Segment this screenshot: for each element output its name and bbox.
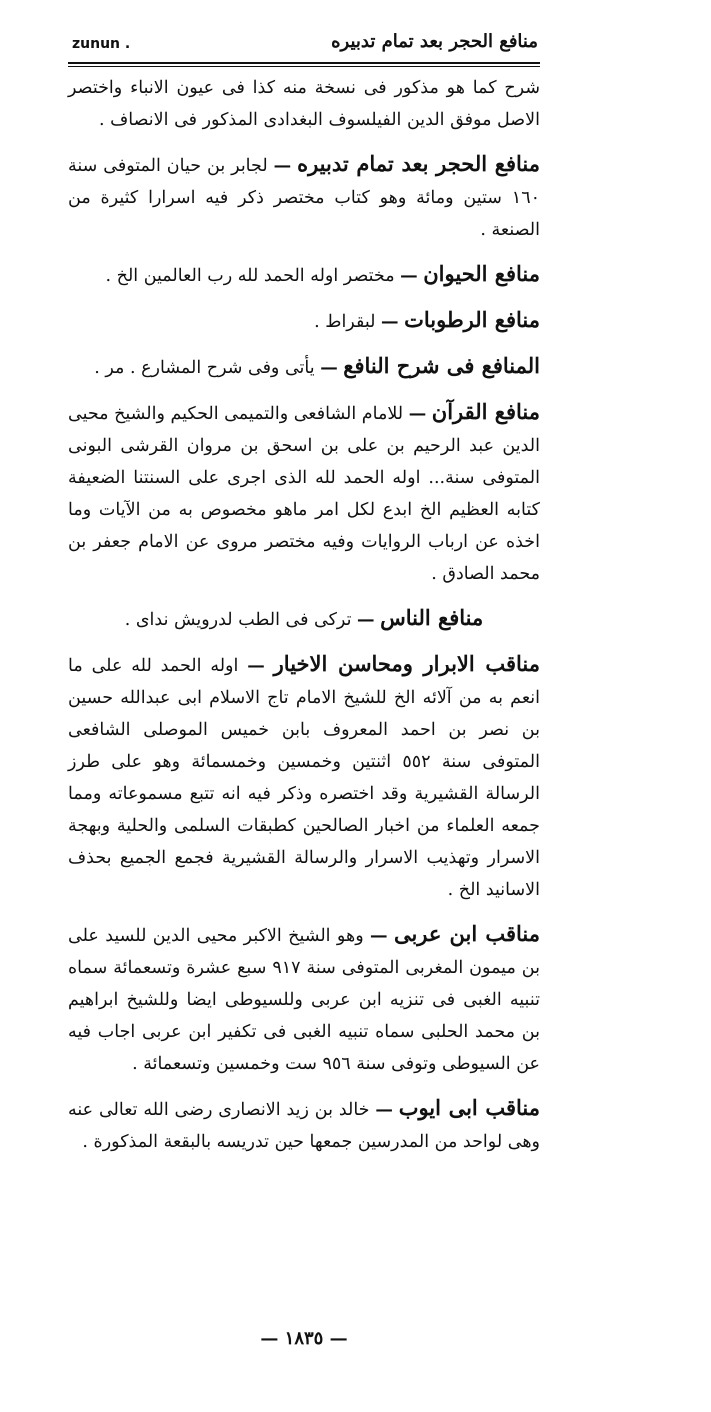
header-rule (68, 62, 540, 64)
running-head-label: zunun . (72, 36, 131, 52)
entry-manafi-al-rutubat (68, 304, 540, 338)
entry-body: خالد بن زيد الانصارى رضى الله تعالى عنه وهى لواحد من المدرسين جمعها حين تدريسه بالبقعة المذكورة . (68, 1100, 540, 1152)
entry-manafi-al-hayawan (68, 258, 540, 292)
entry-body: لجابر بن حيان المتوفى سنة ١٦٠ ستين ومائة وهو كتاب مختصر ذكر فيه اسرارا كثيرة من الصنعة . (68, 156, 540, 240)
entry-body: اوله الحمد لله على ما انعم به من آلائه الخ للشيخ الامام تاج الاسلام ابى عبدالله حسين بن نصر بن احمد المعروف بابن خميس الموصلى الشافعى المتوفى سنة ٥٥٢ اثنتين وخمسين وخمسمائة وهو على طرز الرسالة القشيرية وقد اختصره وذكر فيه انه تتبع مسموعاته ومما جمعه العلماء من اخبار الصالحين كطبقات السلمى والحلية وبهجة الاسرار وتهذيب الاسرار والرسالة القشيرية فجمع الجميع بحذف الاسانيد الخ . (68, 656, 540, 900)
entry-manaqib-ibn-arabi (68, 918, 540, 1080)
entry-separator: — (320, 358, 338, 378)
entry-body: للامام الشافعى والتميمى الحكيم والشيخ محيى الدين عبد الرحيم بن على بن اسحق بن مروان القرشى البونى المتوفى سنة... اوله الحمد لله الذى اجرى على السنتنا الضعيفة كتابه العظيم الخ ابدع لكل امر ماهو مخصوص به من الآيات وما اخذه عن ارباب الروايات وفيه مختصر مروى عن الامام جعفر بن محمد الصادق . (67, 404, 540, 584)
entry-separator: — (273, 156, 292, 176)
entry-heading: منافع القرآن (431, 399, 540, 424)
page-number: — ١٨٣٥ — (260, 1328, 348, 1349)
entry-manaqib-abi-ayyub (68, 1092, 540, 1158)
entry-heading: منافع الرطوبات (404, 307, 540, 332)
entry-al-manafi-fi-sharh-al-nafi (68, 350, 540, 384)
running-head-title: منافع الحجر بعد تمام تدبيره (331, 31, 538, 52)
entry-separator: — (247, 656, 265, 676)
entry-manafi-al-nas (68, 602, 540, 636)
entry-separator: — (375, 1100, 393, 1120)
entry-heading: منافع الناس (380, 605, 484, 630)
entry-heading: مناقب ابن عربى (393, 921, 540, 946)
entry-manaqib-al-abrar (68, 648, 540, 906)
entry-separator: — (381, 312, 399, 332)
entry-separator: — (400, 266, 418, 286)
entry-body: لبقراط . (314, 312, 376, 332)
entry-body: وهو الشيخ الاكبر محيى الدين للسيد على بن ميمون المغربى المتوفى سنة ٩١٧ سبع عشرة وتسعمائة سماه تنبيه الغبى فى تنزيه ابن عربى وللسيوطى ايضا وللشيخ ابراهيم بن محمد الحلبى سماه تنبيه الغبى فى تكفير ابن عربى اجاب فيه عن السيوطى وتوفى سنة ٩٥٦ ست وخمسين وتسعمائة . (68, 926, 540, 1074)
running-head (68, 28, 540, 58)
entry-separator: — (370, 926, 388, 946)
entry-manafi-al-quran (68, 396, 540, 590)
entry-body: يأتى وفى شرح المشارع . مر . (94, 358, 315, 378)
entry-heading: مناقب ابى ايوب (398, 1095, 540, 1120)
entry-heading: مناقب الابرار ومحاسن الاخيار (273, 651, 540, 676)
entry-body: مختصر اوله الحمد لله رب العالمين الخ . (105, 266, 395, 286)
entry-heading: منافع الحيوان (423, 261, 540, 286)
header-rule-thin (68, 66, 540, 67)
entry-continuation (68, 72, 540, 136)
book-page (68, 28, 540, 1398)
entry-heading: منافع الحجر بعد تمام تدبيره (297, 151, 540, 176)
entry-body: تركى فى الطب لدرويش نداى . (124, 610, 352, 630)
page-body (68, 72, 540, 1170)
entry-separator: — (357, 610, 375, 630)
entry-body: شرح كما هو مذكور فى نسخة منه كذا فى عيون الانباء واختصر الاصل موفق الدين الفيلسوف البغدادى المذكور فى الانصاف . (68, 78, 540, 130)
entry-manafi-al-hajar (68, 148, 540, 246)
entry-heading: المنافع فى شرح النافع (343, 353, 540, 378)
entry-separator: — (408, 404, 427, 424)
